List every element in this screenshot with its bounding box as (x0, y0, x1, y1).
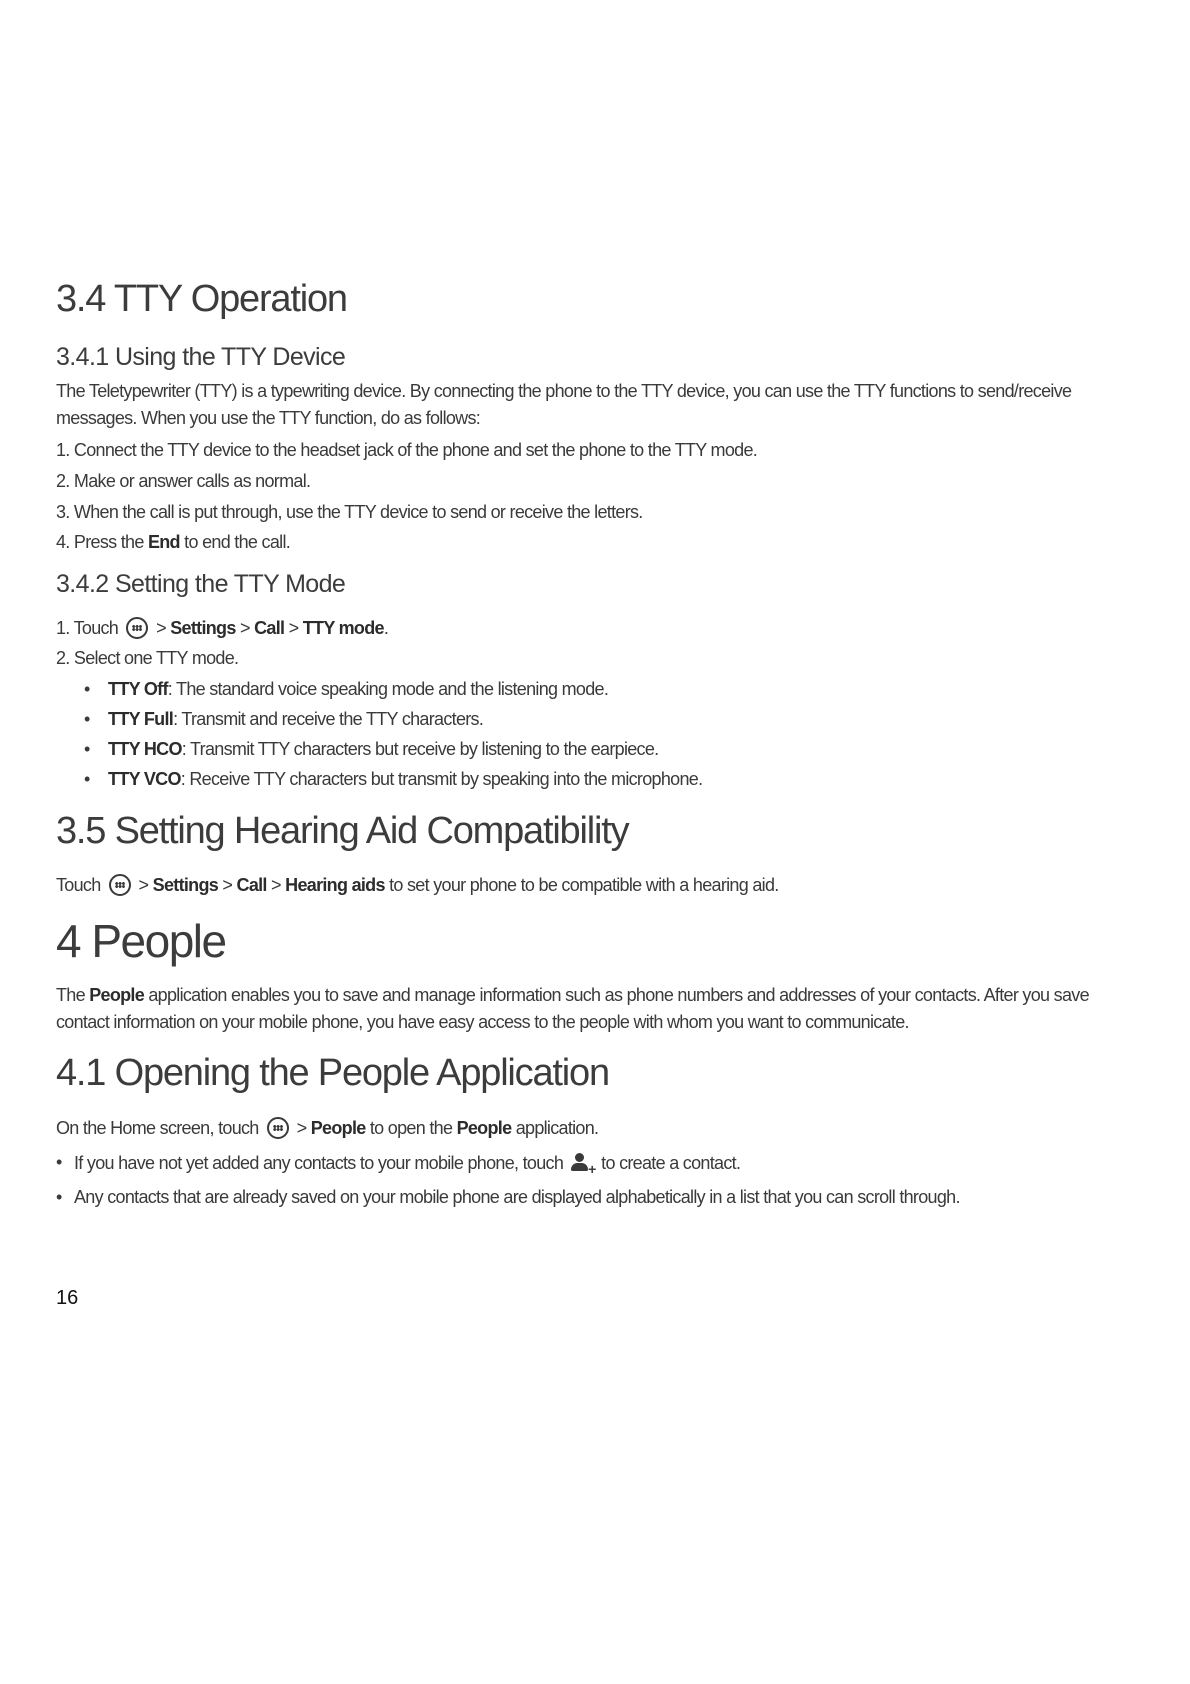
bullet1-post: to create a contact. (601, 1153, 741, 1173)
section-title-3-4: 3.4 TTY Operation (56, 278, 347, 320)
tty-mode-name: TTY VCO (108, 769, 181, 789)
tty-step-2: 2. Make or answer calls as normal. (56, 471, 311, 491)
add-person-icon: + (569, 1152, 595, 1174)
tty-mode-desc: : Transmit TTY characters but receive by listening to the earpiece. (181, 739, 659, 759)
bullet-dot: • (84, 769, 90, 789)
tty-step-1: 1. Connect the TTY device to the headset jack of the phone and set the phone to the TTY mode. (56, 440, 758, 460)
bullet-dot: • (56, 1187, 62, 1207)
settings-label: Settings (170, 618, 236, 638)
bullet-dot: • (84, 679, 90, 699)
people-intro-pre: The (56, 985, 90, 1005)
hac-post: to set your phone to be compatible with a hearing aid. (384, 875, 779, 895)
tty-mode-name: TTY Off (108, 679, 168, 699)
mode-step1-pre: 1. Touch (56, 618, 119, 638)
tty-mode-step-1 (56, 617, 388, 639)
open-people-post: application. (511, 1118, 599, 1138)
apps-grid-icon (126, 617, 148, 639)
mode-step1-sep2: > (235, 618, 255, 638)
open-people-sep: > (296, 1118, 311, 1138)
end-key-label: End (147, 532, 180, 552)
mode-step1-sep1: > (156, 618, 171, 638)
hac-sep2: > (218, 875, 237, 895)
bullet1-pre: If you have not yet added any contacts to your mobile phone, touch (74, 1153, 564, 1173)
hearing-aids-label: Hearing aids (285, 875, 385, 895)
page-number: 16 (56, 1287, 79, 1309)
section-title-3-5: 3.5 Setting Hearing Aid Compatibility (56, 810, 629, 852)
open-people-mid: to open the (365, 1118, 457, 1138)
open-people-instruction (56, 1117, 598, 1139)
mode-step1-sep3: > (284, 618, 303, 638)
subsection-title-3-4-1: 3.4.1 Using the TTY Device (56, 343, 346, 371)
bullet-dot: • (84, 709, 90, 729)
people-intro-post: application enables you to save and manage information such as phone numbers and addresses of your contacts. After you save contact information on your mobile phone, you have easy access to the people with whom you want to communicate. (56, 985, 1089, 1032)
people-intro-paragraph (56, 982, 1116, 1036)
hac-pre: Touch (56, 875, 101, 895)
people-app-name: People (89, 985, 145, 1005)
tty-intro-paragraph: The Teletypewriter (TTY) is a typewriting device. By connecting the phone to the TTY device, you can use the TTY functions to send/receive messages. When you use the TTY function, do as follows: (56, 381, 1072, 428)
step4-pre: 4. Press the (56, 532, 148, 552)
tty-mode-desc: : Receive TTY characters but transmit by speaking into the microphone. (180, 769, 703, 789)
tty-mode-step-2: 2. Select one TTY mode. (56, 648, 239, 668)
tty-mode-name: TTY HCO (108, 739, 182, 759)
hac-sep3: > (266, 875, 286, 895)
hac-sep1: > (138, 875, 153, 895)
call-label: Call (254, 618, 285, 638)
tty-step-4 (56, 532, 290, 553)
bullet2-text: Any contacts that are already saved on your mobile phone are displayed alphabetically in a list that you can scroll through. (74, 1187, 960, 1207)
subsection-title-3-4-2: 3.4.2 Setting the TTY Mode (56, 570, 346, 598)
settings-label: Settings (152, 875, 219, 895)
tty-mode-desc: : The standard voice speaking mode and the listening mode. (167, 679, 609, 699)
bullet-dot: • (56, 1152, 62, 1172)
tty-step-3: 3. When the call is put through, use the TTY device to send or receive the letters. (56, 502, 643, 522)
call-label: Call (236, 875, 267, 895)
open-people-pre: On the Home screen, touch (56, 1118, 259, 1138)
bullet-dot: • (84, 739, 90, 759)
section-title-4-1: 4.1 Opening the People Application (56, 1052, 609, 1094)
tty-mode-label: TTY mode (302, 618, 384, 638)
people-label: People (456, 1118, 512, 1138)
apps-grid-icon (267, 1117, 289, 1139)
step4-post: to end the call. (179, 532, 291, 552)
tty-mode-desc: : Transmit and receive the TTY characters. (173, 709, 484, 729)
tty-mode-name: TTY Full (108, 709, 174, 729)
people-label: People (310, 1118, 366, 1138)
mode-step1-end: . (383, 618, 389, 638)
apps-grid-icon (109, 874, 131, 896)
chapter-title-4: 4 People (56, 915, 226, 967)
hearing-aid-instruction (56, 874, 779, 896)
